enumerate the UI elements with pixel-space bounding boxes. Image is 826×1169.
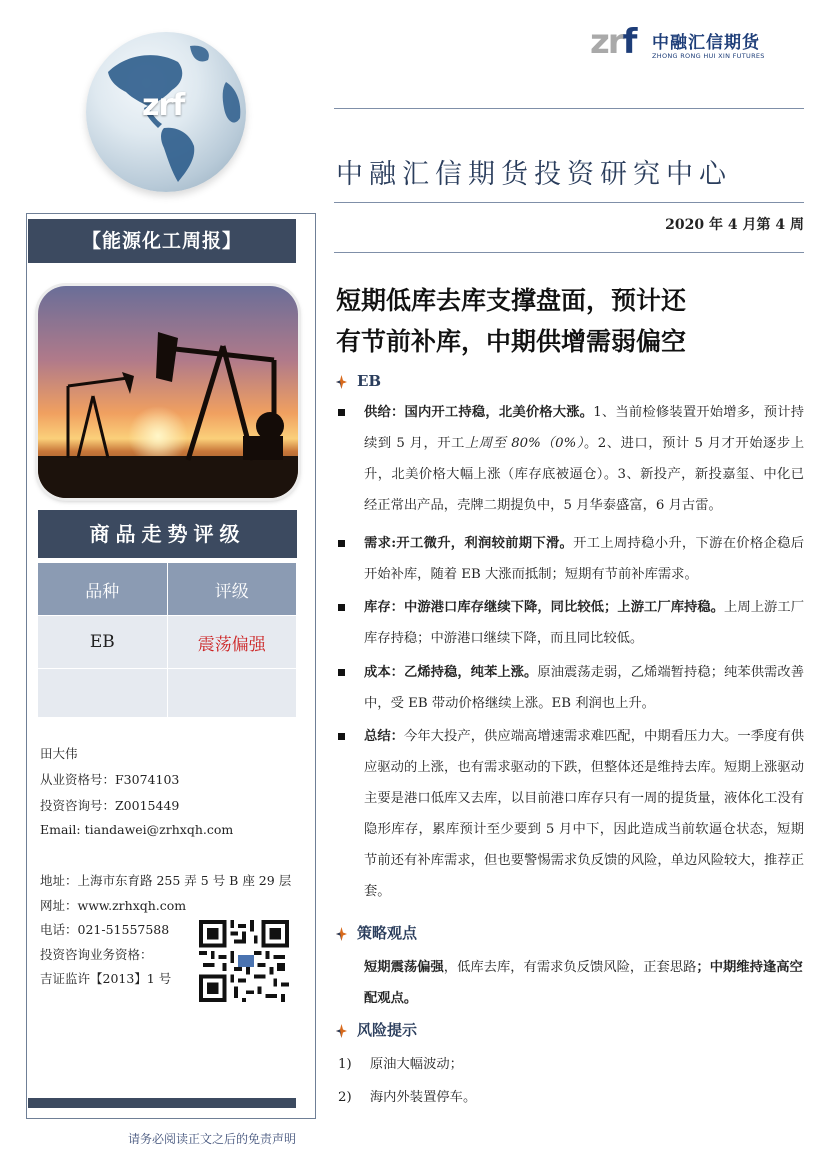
- rating-variety-cell: EB: [38, 615, 168, 668]
- report-type-tag: 【能源化工周报】: [28, 219, 296, 263]
- bullet-summary: [338, 721, 804, 907]
- headline-line-2: 有节前补库，中期供增需弱偏空: [336, 327, 687, 356]
- rating-variety-cell: [38, 668, 168, 717]
- header-divider: [334, 108, 804, 109]
- bullet-lead: 库存：中游港口库存继续下降，同比较低；上游工厂库持稳。: [364, 600, 725, 615]
- bullet-supply: [338, 397, 804, 521]
- date-divider: [334, 252, 804, 253]
- logo-company-name-en: ZHONG RONG HUI XIN FUTURES: [652, 52, 765, 60]
- bullet-cost: [338, 657, 804, 719]
- bullet-body: 原油震荡走弱，乙烯端暂持稳；纯苯供需改善中，受 EB 带动价格继续上涨。EB 利润也上升。: [364, 665, 805, 711]
- bullet-lead: 成本：乙烯持稳，纯苯上涨。: [364, 665, 538, 680]
- square-bullet-icon: [338, 540, 345, 547]
- diamond-bullet-icon: [336, 375, 347, 389]
- diamond-bullet-icon: [336, 1024, 347, 1038]
- globe-logo-text: zrf: [142, 88, 185, 123]
- table-row: [38, 615, 297, 668]
- report-headline: [336, 280, 806, 362]
- risk-number: 1): [338, 1057, 352, 1072]
- bullet-inventory: [338, 592, 804, 654]
- bullet-body: 1、当前检修装置开始增多，预计持续到 5 月，开工: [364, 405, 805, 451]
- globe-logo-image: [86, 32, 246, 192]
- report-date: 2020 年 4 月第 4 周: [665, 217, 804, 233]
- strategy-lead: 短期震荡偏强: [364, 960, 444, 975]
- company-logo: [590, 18, 790, 68]
- qr-code-icon: [198, 920, 290, 1002]
- company-website[interactable]: 网址：www.zrhxqh.com: [40, 898, 187, 913]
- square-bullet-icon: [338, 669, 345, 676]
- company-phone: 电话：021-51557588: [40, 922, 170, 937]
- square-bullet-icon: [338, 409, 345, 416]
- logo-company-name: 中融汇信期货: [652, 33, 760, 53]
- disclaimer-note[interactable]: 请务必阅读正文之后的免责声明: [128, 1132, 297, 1146]
- oil-pump-sunset-photo: [38, 286, 298, 498]
- strategy-heading: [336, 922, 417, 943]
- risk-heading: [336, 1019, 417, 1040]
- risk-item: [338, 1086, 476, 1105]
- risk-title: 风险提示: [357, 1021, 418, 1039]
- diamond-bullet-icon: [336, 927, 347, 941]
- square-bullet-icon: [338, 733, 345, 740]
- rating-table-header: [38, 563, 297, 615]
- bullet-lead: 总结：: [364, 729, 405, 744]
- bullet-body: 。2、进口，预计 5 月才开始逐步上升，北美价格大幅上涨（库存底被逼仓）。3、新投产，新投嘉玺、中化已经正常出产品，壳牌二期提负中，5 月华泰盛富，6 月古雷。: [364, 436, 805, 513]
- headline-line-1: 短期低库去库支撑盘面，预计还: [336, 286, 687, 315]
- qualification-value: 吉证监许【2013】1 号: [40, 971, 172, 986]
- sidebar-bottom-bar: [28, 1098, 296, 1108]
- rating-table: [38, 563, 297, 717]
- strategy-title: 策略观点: [357, 924, 418, 942]
- bullet-demand: [338, 528, 804, 590]
- rating-header-rating: 评级: [168, 563, 297, 615]
- rating-value-cell: [168, 668, 297, 717]
- rating-value-cell: 震荡偏强: [168, 615, 297, 668]
- bullet-lead: 需求:开工微升，利润较前期下滑。: [364, 536, 574, 551]
- bullet-lead: 供给：国内开工持稳，北美价格大涨。: [364, 405, 594, 420]
- strategy-mid: ，低库去库，有需求负反馈风险，正套思路: [443, 960, 697, 975]
- square-bullet-icon: [338, 604, 345, 611]
- rating-section-title: 商品走势评级: [38, 510, 297, 558]
- table-row: [38, 668, 297, 717]
- bullet-body: 今年大投产，供应端高增速需求难匹配，中期看压力大。一季度有供应驱动的上涨，也有需求驱动的下跌，但整体还是维持去库。短期上涨驱动主要是港口低库又去库，以目前港口库存只有一周的提货量，液体化工没有隐形库存，累库预计至少要到 5 月中下，因此造成当前软逼仓状态，短期节前还有补库需求，但也要警惕需求负反馈的风险，单边风险较大，推荐正套。: [364, 729, 805, 899]
- strategy-tail: ；中期维持逢高空配观点。: [364, 960, 803, 1006]
- rating-header-variety: 品种: [38, 563, 168, 615]
- strategy-text: [364, 952, 806, 1014]
- analyst-advisory-number: 投资咨询号：Z0015449: [40, 798, 180, 813]
- risk-item: [338, 1053, 463, 1072]
- title-divider: [334, 202, 804, 203]
- risk-number: 2): [338, 1090, 352, 1105]
- section-eb-label: EB: [357, 372, 382, 390]
- qualification-label: 投资咨询业务资格：: [40, 947, 153, 962]
- analyst-email[interactable]: Email: tiandawei@zrhxqh.com: [40, 822, 234, 837]
- analyst-license: 从业资格号：F3074103: [40, 772, 180, 787]
- bullet-body-italic: 上周至 80%（0%）: [464, 436, 584, 451]
- bullet-body: 上周上游工厂库存持稳；中游港口继续下降，而且同比较低。: [364, 600, 805, 646]
- logo-mark: zrf: [590, 22, 636, 62]
- company-address: 地址：上海市东育路 255 弄 5 号 B 座 29 层: [40, 873, 292, 888]
- section-eb-heading: [336, 372, 381, 390]
- risk-text: 海内外装置停车。: [369, 1090, 477, 1105]
- analyst-name: 田大伟: [40, 746, 78, 761]
- bullet-body: 开工上周持稳小升，下游在价格企稳后开始补库，随着 EB 大涨而抵制；短期有节前补库需求。: [364, 536, 804, 582]
- research-center-title: 中融汇信期货投资研究中心: [336, 159, 732, 190]
- risk-text: 原油大幅波动；: [369, 1057, 463, 1072]
